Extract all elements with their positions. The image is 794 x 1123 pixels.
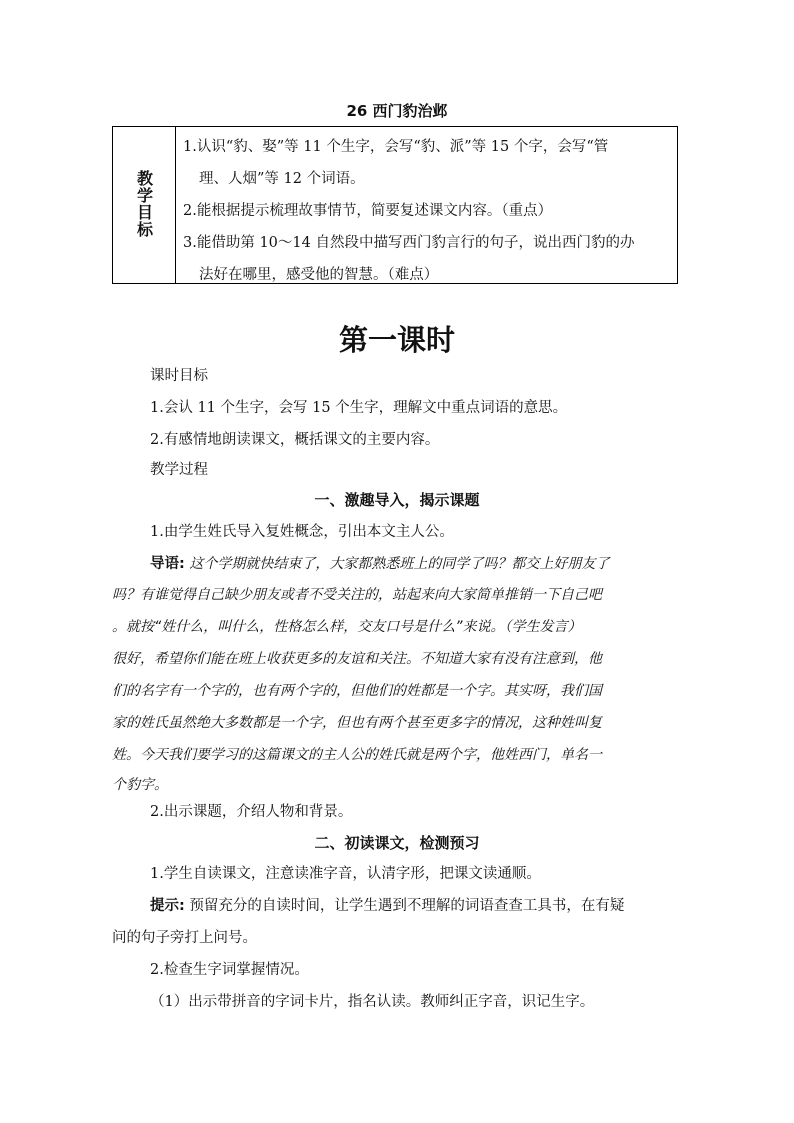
intro-text-line: 个豹字。	[112, 777, 168, 793]
part2-step: 1.学生自读课文，注意读准字音，认清字形，把课文读通顺。	[150, 866, 541, 882]
intro-text-line: 吗？有谁觉得自己缺少朋友或者不受关注的，站起来向大家简单推销一下自己吧	[112, 587, 602, 603]
tip-text-line: 预留充分的自读时间，让学生遇到不理解的词语查查工具书，在有疑	[189, 898, 625, 914]
intro-text-line: 家的姓氏虽然绝大多数都是一个字，但也有两个甚至更多字的情况，这种姓叫复	[112, 715, 602, 731]
objective-line: 法好在哪里，感受他的智慧。（难点）	[199, 267, 439, 283]
lesson-heading: 第一课时	[338, 323, 455, 357]
intro-first-line	[150, 552, 609, 573]
part2-substep: （1）出示带拼音的字词卡片，指名认读。教师纠正字音，识记生字。	[150, 994, 595, 1010]
intro-text-line: 这个学期就快结束了，大家都熟悉班上的同学了吗？都交上好朋友了	[189, 556, 610, 572]
tip-label: 提示:	[150, 898, 185, 914]
objectives-side-label	[135, 170, 155, 238]
objective-line: 理、人烟”等 12 个词语。	[199, 171, 365, 187]
tip-first-line	[150, 894, 624, 915]
objective-line: 3.能借助第 10～14 自然段中描写西门豹言行的句子，说出西门豹的办	[183, 235, 635, 251]
intro-label: 导语:	[150, 556, 185, 572]
intro-text-line: 。就按“姓什么，叫什么，性格怎么样，交友口号是什么”来说。（学生发言）	[112, 619, 582, 635]
intro-text-line: 们的名字有一个字的，也有两个字的，但他们的姓都是一个字。其实呀，我们国	[112, 683, 602, 699]
side-label-char: 目	[136, 203, 153, 222]
teaching-objectives-table	[112, 126, 678, 284]
lesson-goals-label: 课时目标	[150, 368, 208, 384]
intro-text-line: 姓。今天我们要学习的这篇课文的主人公的姓氏就是两个字，他姓西门，单名一	[112, 747, 602, 763]
side-label-char: 标	[136, 220, 153, 239]
process-label: 教学过程	[150, 462, 208, 478]
part2-heading: 二、初读课文，检测预习	[314, 834, 480, 852]
objective-line: 2.能根据提示梳理故事情节，简要复述课文内容。（重点）	[183, 203, 553, 219]
part2-step: 2.检查生字词掌握情况。	[150, 962, 309, 978]
lesson-goal-item: 1.会认 11 个生字，会写 15 个生字，理解文中重点词语的意思。	[150, 400, 568, 416]
objective-line: 1.认识“豹、娶”等 11 个生字，会写“豹、派”等 15 个字，会写“管	[183, 139, 609, 155]
part1-step: 1.由学生姓氏导入复姓概念，引出本文主人公。	[150, 524, 454, 540]
document-title: 26 西门豹治邺	[346, 102, 448, 120]
tip-text-line: 问的句子旁打上问号。	[112, 930, 257, 946]
lesson-goal-item: 2.有感情地朗读课文，概括课文的主要内容。	[150, 432, 440, 448]
side-label-char: 学	[136, 186, 153, 205]
intro-text-line: 很好，希望你们能在班上收获更多的友谊和关注。不知道大家有没有注意到，他	[112, 651, 602, 667]
objectives-side-cell	[113, 127, 176, 283]
side-label-char: 教	[136, 169, 153, 188]
part1-heading: 一、激趣导入，揭示课题	[314, 491, 480, 509]
part1-step: 2.出示课题，介绍人物和背景。	[150, 804, 353, 820]
